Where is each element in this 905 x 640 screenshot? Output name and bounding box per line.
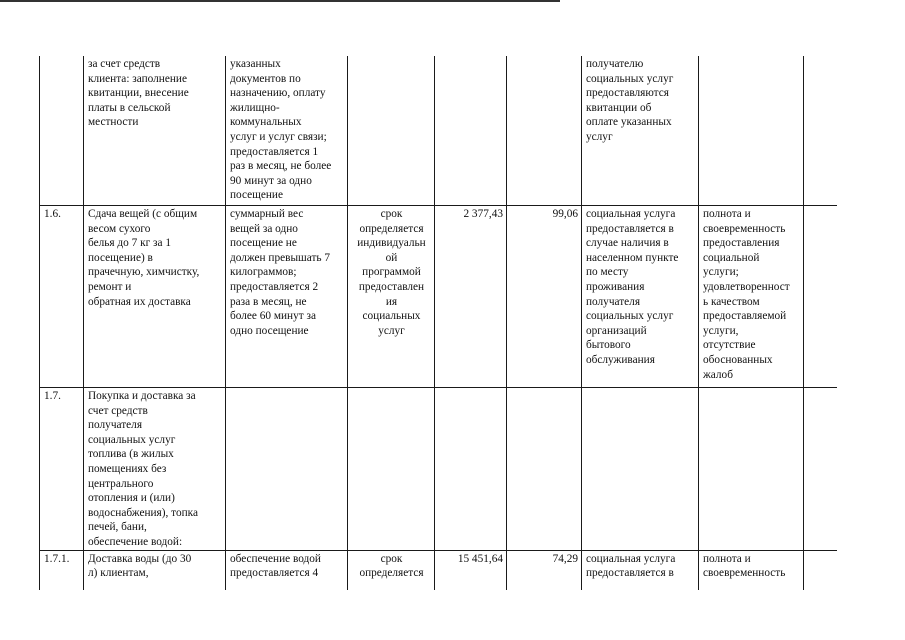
top-rule [0,0,560,2]
unit-price-cell: 74,29 [507,550,582,590]
unit-price-cell [507,388,582,551]
tariff-cell: 2 377,43 [435,206,507,388]
conditions-cell [582,388,699,551]
tariff-cell [435,388,507,551]
quality-cell [699,56,804,206]
table-row [40,206,838,388]
table-row [40,56,838,206]
extra-cell [804,206,838,388]
volume-cell [226,388,348,551]
conditions-cell: социальная услуга предоставляется в случае наличия в населенном пункте по месту проживания получателя социальных услуг организаций бытового обслуживания [582,206,699,388]
conditions-cell: получателю социальных услуг предоставляются квитанции об оплате указанных услуг [582,56,699,206]
service-name-cell: Сдача вещей (с общим весом сухого белья до 7 кг за 1 посещение) в прачечную, химчистку, ремонт и обратная их доставка [84,206,226,388]
term-cell: срок определяется [348,550,435,590]
row-number-cell: 1.7. [40,388,84,551]
term-cell: срок определяется индивидуальн ой программой предоставлен ия социальных услуг [348,206,435,388]
table-row [40,388,838,551]
extra-cell [804,56,838,206]
service-name-cell: Доставка воды (до 30 л) клиентам, [84,550,226,590]
services-table [39,56,837,590]
volume-cell: суммарный вес вещей за одно посещение не должен превышать 7 килограммов; предоставляется 2 раза в месяц, не более 60 минут за одно посещение [226,206,348,388]
conditions-cell: социальная услуга предоставляется в [582,550,699,590]
term-cell [348,56,435,206]
unit-price-cell: 99,06 [507,206,582,388]
table-row [40,550,838,590]
term-cell [348,388,435,551]
volume-cell: указанных документов по назначению, оплату жилищно- коммунальных услуг и услуг связи; предоставляется 1 раз в месяц, не более 90 минут за одно посещение [226,56,348,206]
quality-cell: полнота и своевременность предоставления социальной услуги; удовлетворенност ь качеством предоставляемой услуги, отсутствие обоснованных жалоб [699,206,804,388]
extra-cell [804,550,838,590]
volume-cell: обеспечение водой предоставляется 4 [226,550,348,590]
row-number-cell: 1.7.1. [40,550,84,590]
quality-cell: полнота и своевременность [699,550,804,590]
quality-cell [699,388,804,551]
extra-cell [804,388,838,551]
row-number-cell: 1.6. [40,206,84,388]
row-number-cell [40,56,84,206]
tariff-cell: 15 451,64 [435,550,507,590]
services-table-page [39,56,837,590]
service-name-cell: за счет средств клиента: заполнение квитанции, внесение платы в сельской местности [84,56,226,206]
service-name-cell: Покупка и доставка за счет средств получателя социальных услуг топлива (в жилых помещениях без центрального отопления и (или) водоснабжения), топка печей, бани, обеспечение водой: [84,388,226,551]
unit-price-cell [507,56,582,206]
tariff-cell [435,56,507,206]
